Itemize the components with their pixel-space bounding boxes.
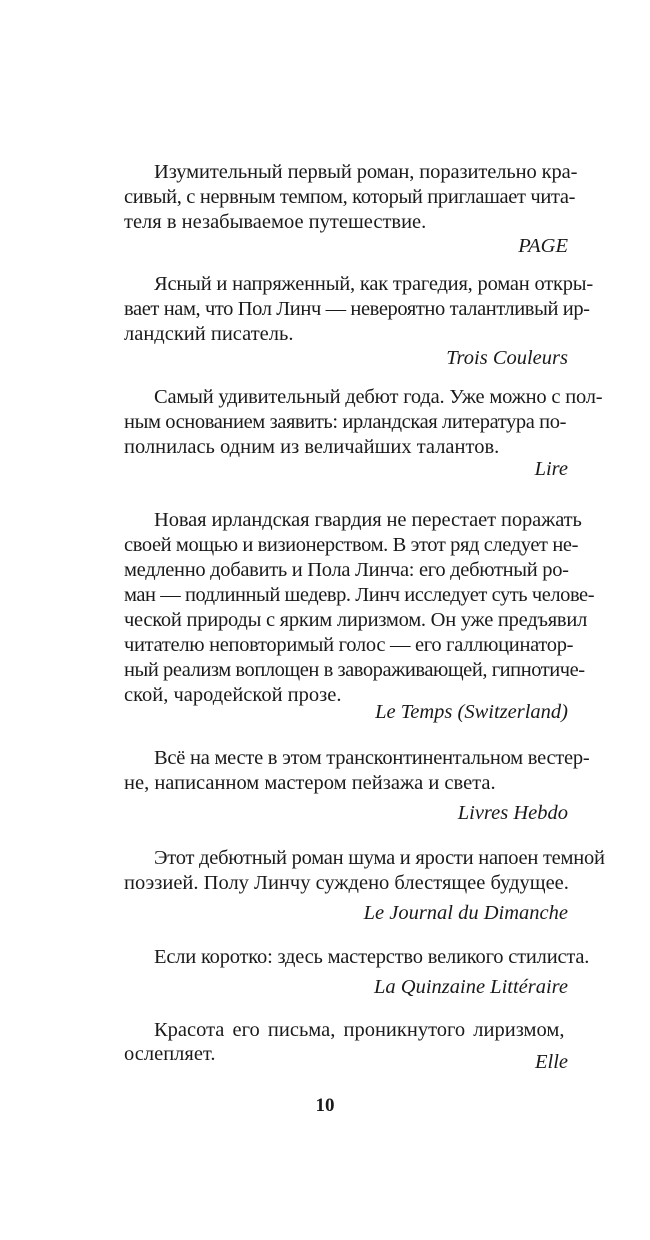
- review-line: ской, чародейской прозе.: [124, 684, 342, 706]
- review-source: PAGE: [518, 235, 568, 257]
- review-blurb: [124, 385, 603, 485]
- review-line: полнилась одним из величайших талантов.: [124, 436, 500, 458]
- review-line: ческой природы с ярким лиризмом. Он уже предъявил: [124, 609, 588, 631]
- review-source: Elle: [534, 1051, 568, 1073]
- review-blurb: [124, 272, 594, 372]
- review-line: ным основанием заявить: ирландская литература по-: [124, 411, 566, 433]
- review-line: не, написанном мастером пейзажа и света.: [124, 772, 496, 794]
- review-line: Изумительный первый роман, поразительно кра-: [154, 161, 578, 183]
- review-line: своей мощью и визионерством. В этот ряд следует не-: [124, 534, 579, 556]
- review-blurb: [124, 1018, 568, 1083]
- review-line: ландский писатель.: [124, 323, 294, 345]
- review-source: Livres Hebdo: [457, 802, 568, 824]
- review-line: Этот дебютный роман шума и ярости напоен темной: [154, 847, 605, 869]
- review-line: ный реализм воплощен в завораживающей, гипнотиче-: [124, 659, 585, 681]
- review-line: Ясный и напряженный, как трагедия, роман откры-: [154, 273, 594, 295]
- review-line: Всё на месте в этом трансконтинентальном вестер-: [154, 747, 590, 769]
- page-number: 10: [315, 1095, 335, 1116]
- review-line: Красота его письма, проникнутого лиризмом,: [154, 1019, 565, 1041]
- review-source: Le Journal du Dimanche: [363, 902, 568, 924]
- review-line: Самый удивительный дебют года. Уже можно с пол-: [154, 386, 603, 408]
- review-line: теля в незабываемое путешествие.: [124, 211, 427, 233]
- review-line: сивый, с нервным темпом, который приглашает чита-: [124, 186, 576, 208]
- review-source: Trois Couleurs: [446, 347, 568, 369]
- review-blurb: [124, 508, 595, 728]
- review-source: Lire: [534, 458, 568, 480]
- review-line: читателю неповторимый голос — его галлюцинатор-: [124, 634, 574, 656]
- review-line: ман — подлинный шедевр. Линч исследует суть челове-: [124, 584, 595, 606]
- review-line: Если коротко: здесь мастерство великого стилиста.: [154, 946, 590, 968]
- review-blurb: [124, 945, 590, 1005]
- review-source: La Quinzaine Littéraire: [374, 976, 568, 998]
- review-source: Le Temps (Switzerland): [375, 701, 568, 723]
- review-line: Новая ирландская гвардия не перестает поражать: [154, 509, 582, 531]
- review-line: медленно добавить и Пола Линча: его дебютный ро-: [124, 559, 569, 581]
- review-blurb: [124, 160, 578, 260]
- review-line: поэзией. Полу Линчу суждено блестящее будущее.: [124, 872, 569, 894]
- review-line: вает нам, что Пол Линч — невероятно талантливый ир-: [124, 298, 590, 320]
- review-blurb: [124, 846, 605, 926]
- review-line: ослепляет.: [124, 1043, 216, 1065]
- review-blurb: [124, 746, 590, 826]
